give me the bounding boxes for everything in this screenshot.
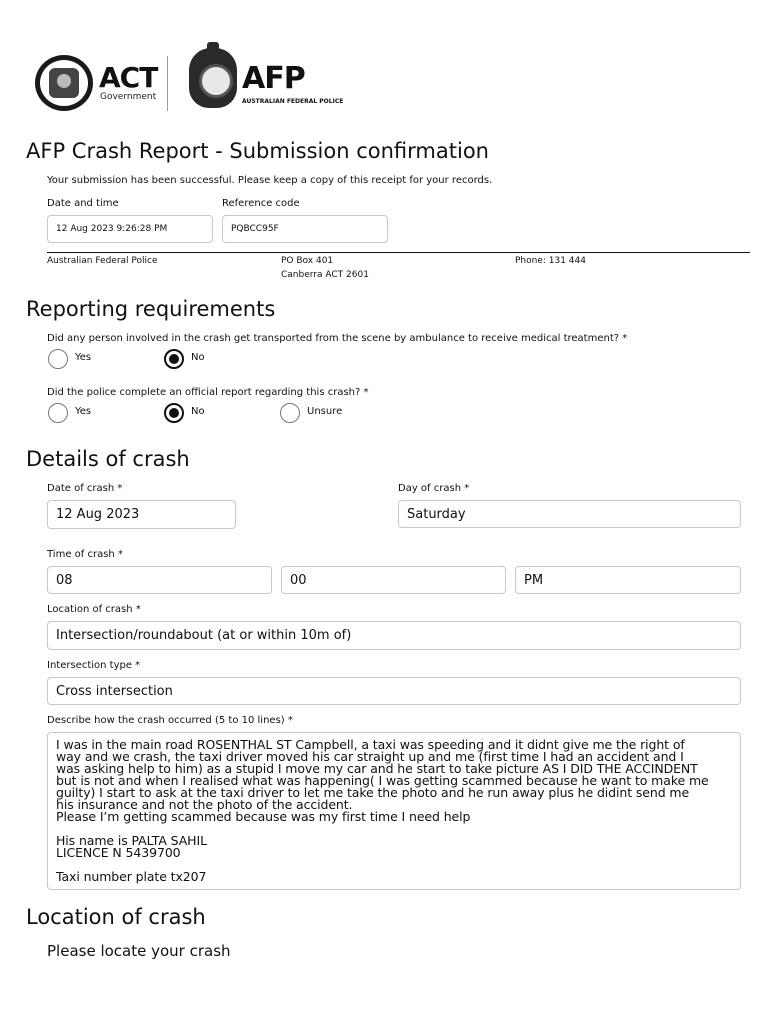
date-of-crash-value: 12 Aug 2023 (56, 507, 140, 522)
time-ampm-value: PM (524, 572, 544, 588)
radio-ambulance-yes-label: Yes (75, 352, 92, 363)
day-of-crash-label: Day of crash * (398, 483, 470, 494)
radio-ambulance-yes[interactable] (48, 349, 68, 369)
time-hour-value: 08 (56, 572, 73, 588)
location-of-crash-field[interactable] (47, 621, 741, 650)
day-of-crash-field[interactable] (398, 500, 741, 528)
reference-code-field (222, 215, 388, 243)
location-of-crash-value: Intersection/roundabout (at or within 10m of) (56, 628, 352, 643)
section-title-location: Location of crash (26, 905, 206, 929)
act-logo-text: ACT (99, 61, 158, 94)
radio-police-no[interactable] (164, 403, 184, 423)
intersection-type-value: Cross intersection (56, 683, 173, 699)
time-minute-value: 00 (290, 572, 307, 588)
phone-number: Phone: 131 444 (515, 256, 586, 266)
logo-divider (167, 56, 168, 111)
page-title: AFP Crash Report - Submission confirmation (26, 139, 489, 163)
reference-code-label: Reference code (222, 198, 300, 209)
time-minute-field[interactable] (281, 566, 506, 594)
time-hour-field[interactable] (47, 566, 272, 594)
section-title-reporting: Reporting requirements (26, 297, 276, 321)
afp-logo-text: AFP (242, 61, 305, 96)
address-line-2: Canberra ACT 2601 (281, 270, 369, 280)
radio-ambulance-no[interactable] (164, 349, 184, 369)
date-time-label: Date and time (47, 198, 119, 209)
act-crest-icon (49, 68, 79, 98)
location-of-crash-label: Location of crash * (47, 604, 141, 615)
date-time-field (47, 215, 213, 243)
date-of-crash-label: Date of crash * (47, 483, 123, 494)
describe-crash-label: Describe how the crash occurred (5 to 10 lines) * (47, 715, 293, 726)
describe-crash-textarea[interactable]: I was in the main road ROSENTHAL ST Campbell, a taxi was speeding and it didnt give me the right of way and we crash, the taxi driver moved his car straight up and me (first time I had an accident and I was asking help to him) as a stupid I move my car and he start to take picture AS I DID THE ACCINDENT but is not and when I realised what was happening( I was getting scammed because he want to make me guilty) I start to ask at the taxi driver to let me take the photo and he run away plus he didint send me his insurance and not the photo of the accident. Please I’m getting scammed because was my first time I need help His name is PALTA SAHIL LICENCE N 5439700 Taxi number plate tx207 (47, 732, 741, 890)
reference-code-value: PQBCC95F (231, 224, 279, 234)
address-line-1: PO Box 401 (281, 256, 334, 266)
locate-crash-prompt: Please locate your crash (47, 942, 231, 960)
time-of-crash-label: Time of crash * (47, 549, 123, 560)
question-police-report: Did the police complete an official report regarding this crash? * (47, 387, 369, 398)
confirmation-message: Your submission has been successful. Please keep a copy of this receipt for your records. (47, 175, 493, 186)
date-time-value: 12 Aug 2023 9:26:28 PM (56, 224, 168, 234)
radio-police-no-label: No (191, 406, 205, 417)
section-title-details: Details of crash (26, 447, 190, 471)
afp-logo-subtext: AUSTRALIAN FEDERAL POLICE (242, 98, 344, 105)
afp-badge-icon (189, 48, 237, 108)
org-name: Australian Federal Police (47, 256, 158, 266)
radio-police-unsure-label: Unsure (307, 406, 343, 417)
radio-police-yes-label: Yes (75, 406, 92, 417)
divider (47, 252, 750, 253)
question-ambulance: Did any person involved in the crash get transported from the scene by ambulance to receive medical treatment? * (47, 333, 628, 344)
day-of-crash-value: Saturday (407, 506, 466, 522)
intersection-type-label: Intersection type * (47, 660, 141, 671)
date-of-crash-field[interactable] (47, 500, 236, 529)
intersection-type-field[interactable] (47, 677, 741, 705)
radio-police-yes[interactable] (48, 403, 68, 423)
time-ampm-field[interactable] (515, 566, 741, 594)
act-logo-subtext: Government (100, 92, 157, 102)
radio-police-unsure[interactable] (280, 403, 300, 423)
radio-ambulance-no-label: No (191, 352, 205, 363)
